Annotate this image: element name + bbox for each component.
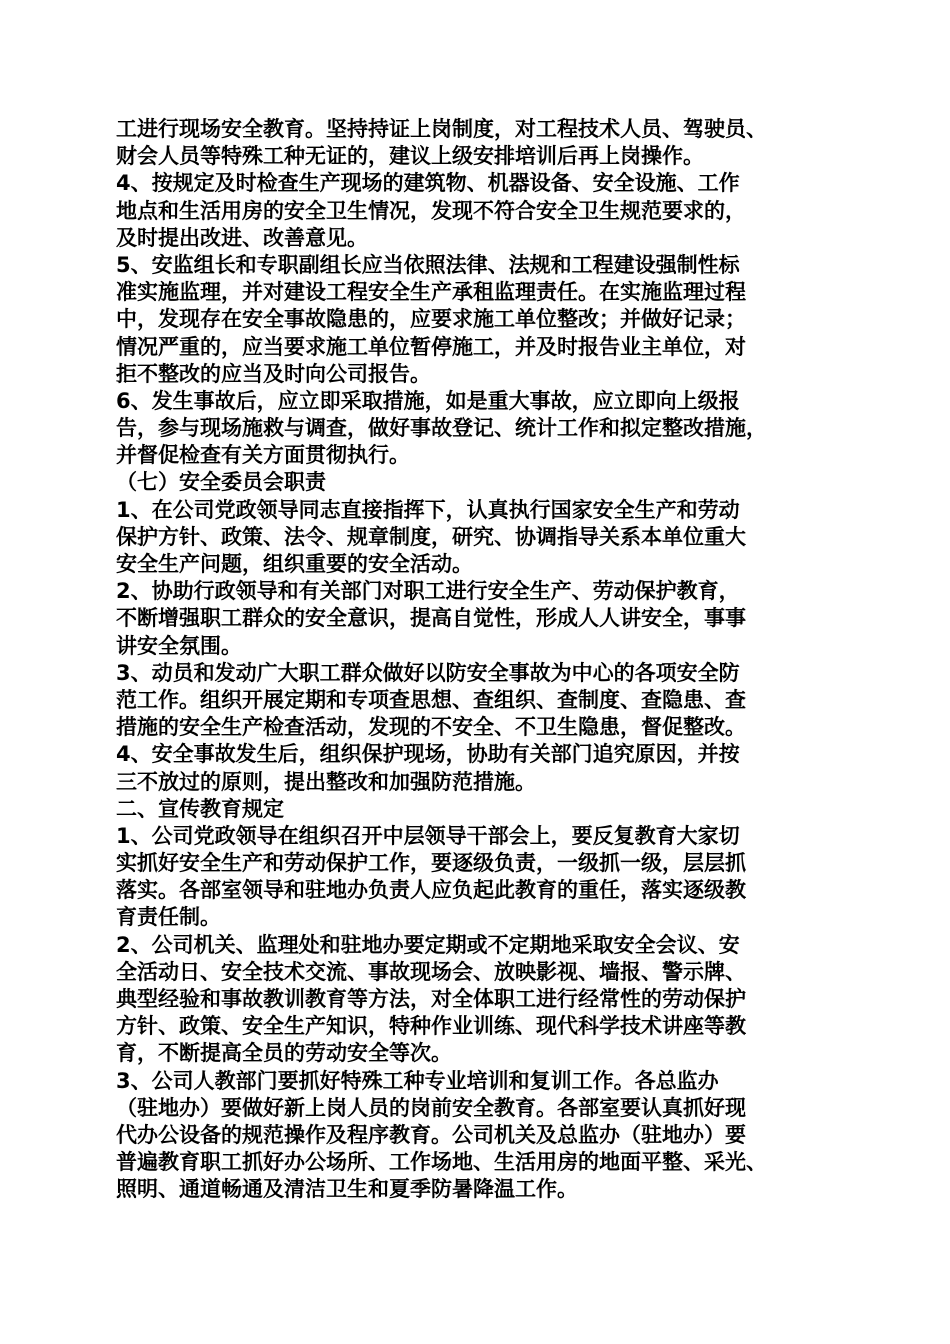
text-line: 准实施监理，并对建设工程安全生产承租监理责任。在实施监理过程 <box>116 280 746 305</box>
text-line: 不断增强职工群众的安全意识，提高自觉性，形成人人讲安全，事事 <box>116 606 746 631</box>
document-body <box>116 116 841 1204</box>
text-line: 情况严重的，应当要求施工单位暂停施工，并及时报告业主单位，对 <box>116 334 746 359</box>
text-line: 典型经验和事故教训教育等方法，对全体职工进行经常性的劳动保护 <box>116 987 746 1011</box>
text-line: 及时提出改进、改善意见。 <box>116 225 368 250</box>
paragraph-p-c4 <box>116 741 841 795</box>
text-line: 二、宣传教育规定 <box>116 796 284 821</box>
text-line: 财会人员等特殊工种无证的，建议上级安排培训后再上岗操作。 <box>116 144 704 169</box>
paragraph-p-e1 <box>116 823 841 932</box>
paragraph-p-6 <box>116 388 841 470</box>
text-line: 工进行现场安全教育。坚持持证上岗制度，对工程技术人员、驾驶员、 <box>116 117 767 141</box>
text-line: 照明、通道畅通及清洁卫生和夏季防暑降温工作。 <box>116 1177 578 1202</box>
text-line: 4、按规定及时检查生产现场的建筑物、机器设备、安全设施、工作 <box>116 171 740 196</box>
text-line: 普遍教育职工抓好办公场所、工作场地、生活用房的地面平整、采光、 <box>116 1150 767 1175</box>
text-line: 三不放过的原则，提出整改和加强防范措施。 <box>116 769 536 794</box>
text-line: 1、公司党政领导在组织召开中层领导干部会上，要反复教育大家切 <box>116 823 740 848</box>
text-line: 4、安全事故发生后，组织保护现场，协助有关部门追究原因，并按 <box>116 742 740 767</box>
text-line: 讲安全氛围。 <box>116 633 242 658</box>
paragraph-p-e2 <box>116 932 841 1068</box>
text-line: 3、动员和发动广大职工群众做好以防安全事故为中心的各项安全防 <box>116 660 740 685</box>
paragraph-p-c2 <box>116 578 841 660</box>
text-line: 代办公设备的规范操作及程序教育。公司机关及总监办（驻地办）要 <box>116 1122 746 1147</box>
text-line: 5、安监组长和专职副组长应当依照法律、法规和工程建设强制性标 <box>116 252 740 277</box>
paragraph-p-intro <box>116 116 841 170</box>
paragraph-p-e3 <box>116 1068 841 1204</box>
paragraph-p-c3 <box>116 660 841 742</box>
text-line: 育责任制。 <box>116 905 221 930</box>
text-line: 6、发生事故后，应立即采取措施，如是重大事故，应立即向上级报 <box>116 388 740 413</box>
paragraph-p-4 <box>116 170 841 252</box>
text-line: 保护方针、政策、法令、规章制度，研究、协调指导关系本单位重大 <box>116 524 746 549</box>
text-line: 安全生产问题，组织重要的安全活动。 <box>116 552 473 576</box>
paragraph-p-c1 <box>116 497 841 579</box>
text-line: 2、公司机关、监理处和驻地办要定期或不定期地采取安全会议、安 <box>116 932 740 957</box>
text-line: （七）安全委员会职责 <box>116 470 326 495</box>
text-line: 1、在公司党政领导同志直接指挥下，认真执行国家安全生产和劳动 <box>116 497 740 522</box>
text-line: 拒不整改的应当及时向公司报告。 <box>116 361 431 386</box>
section-heading-h-2 <box>116 796 841 823</box>
text-line: （驻地办）要做好新上岗人员的岗前安全教育。各部室要认真抓好现 <box>116 1095 746 1120</box>
text-line: 落实。各部室领导和驻地办负责人应负起此教育的重任，落实逐级教 <box>116 878 746 903</box>
text-line: 中，发现存在安全事故隐患的，应要求施工单位整改；并做好记录； <box>116 307 746 332</box>
text-line: 措施的安全生产检查活动，发现的不安全、不卫生隐患，督促整改。 <box>116 715 746 740</box>
text-line: 育，不断提高全员的劳动安全等次。 <box>116 1041 452 1066</box>
text-line: 地点和生活用房的安全卫生情况，发现不符合安全卫生规范要求的， <box>116 198 746 223</box>
text-line: 范工作。组织开展定期和专项查思想、查组织、查制度、查隐患、查 <box>116 687 746 712</box>
text-line: 告，参与现场施救与调查，做好事故登记、统计工作和拟定整改措施， <box>116 416 767 441</box>
section-heading-h-7 <box>116 469 841 496</box>
text-line: 3、公司人教部门要抓好特殊工种专业培训和复训工作。各总监办 <box>116 1068 719 1093</box>
text-line: 实抓好安全生产和劳动保护工作，要逐级负责，一级抓一级，层层抓 <box>116 851 746 876</box>
text-line: 方针、政策、安全生产知识，特种作业训练、现代科学技术讲座等教 <box>116 1014 746 1039</box>
text-line: 并督促检查有关方面贯彻执行。 <box>116 443 410 468</box>
text-line: 全活动日、安全技术交流、事故现场会、放映影视、墙报、警示牌、 <box>116 959 746 984</box>
paragraph-p-5 <box>116 252 841 388</box>
text-line: 2、协助行政领导和有关部门对职工进行安全生产、劳动保护教育， <box>116 579 740 604</box>
